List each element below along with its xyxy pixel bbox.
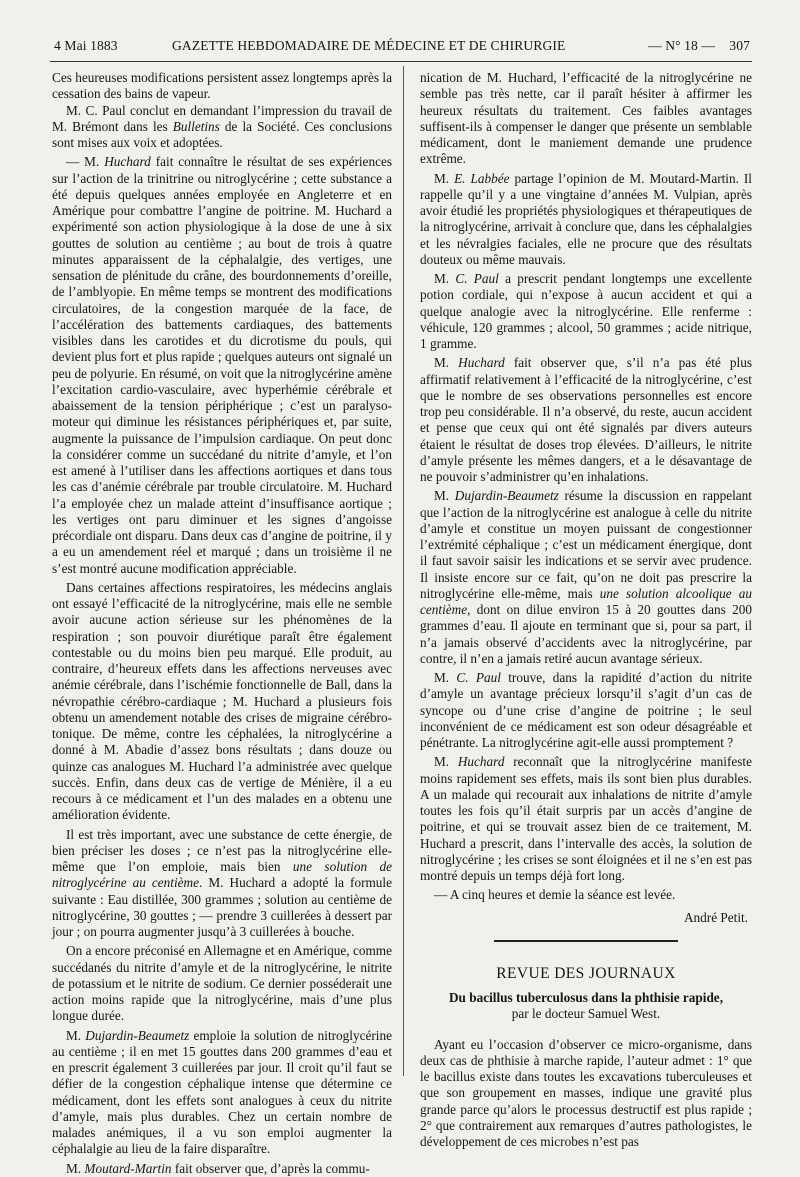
- header-rule: [50, 61, 752, 62]
- paragraph: M. C. Paul a prescrit pendant longtemps une excellente potion cordiale, qui n’expose à aucun accident et qui a quelque analogie avec la nitroglycérine. Elle renferme : véhicule, 120 grammes ; alcool, 50 grammes ; acide nitrique, 1 gramme.: [420, 271, 752, 351]
- paragraph: — A cinq heures et demie la séance est levée.: [434, 887, 676, 903]
- right-column: [420, 70, 752, 1150]
- speaker-name: Huchard: [458, 355, 505, 371]
- paragraph: M. Dujardin-Beaumetz résume la discussion en rappelant que l’action de la nitroglycérine est analogue à celle du nitrite d’amyle et constitue un moyen puissant de congestionner l’extrémité céphalique ; c’est un médicament énergique, dont il faut savoir saisir les indications et se servir avec prudence. Il insiste encore sur ce fait, qu’on ne doit pas prescrire la nitroglycérine elle-même, mais une solution alcoolique au centième, dont on dilue environ 15 à 20 gouttes dans 200 grammes d’eau. Il ajoute en terminant que si, pour sa part, il n’a jamais observé d’accidents avec la nitroglycérine, par contre, il n’en a jamais retiré aucun avantage sérieux.: [420, 488, 752, 666]
- section-rule: [494, 940, 678, 942]
- paragraph: M. Huchard reconnaît que la nitroglycérine manifeste moins rapidement ses effets, mais ils sont bien plus durables. A un malade qui recourait aux inhalations de nitrite d’amyle toutes les fois qu’il était surpris par un accès d’angine de poitrine, et qui se trouvait assez bien de ce traitement, M. Huchard a prescrit, dans l’intervalle des accès, la solution de nitroglycérine ; les crises se sont éloignées et il ne s’en est pas montré depuis un temps déjà fort long.: [420, 754, 752, 883]
- speaker-name: C. Paul: [455, 271, 499, 286]
- column-divider: [403, 66, 404, 1076]
- article-byline: par le docteur Samuel West.: [511, 1006, 661, 1022]
- paragraph: Ayant eu l’occasion d’observer ce micro-organisme, dans deux cas de phthisie à marche rapide, l’auteur admet : 1° que le bacillus existe dans toutes les excavations tuberculeuses et que son groupement en masses, indique une gravité plus grande parce qu’alors le processus destructif est plus rapide ; 2° que contrairement aux remarques d’autres pathologistes, le développement de ces microbes n’est pas: [420, 1036, 752, 1149]
- paragraph: M. C. Paul conclut en demandant l’impression du travail de M. Brémont dans les Bulletins de la Société. Ces conclusions sont mises aux voix et adoptées.: [52, 102, 392, 150]
- section-title: REVUE DES JOURNAUX: [496, 964, 676, 982]
- speaker-name: Dujardin-Beaumetz: [454, 488, 559, 504]
- page-number: 307: [729, 38, 750, 53]
- paragraph: M. Dujardin-Beaumetz emploie la solution de nitroglycérine au centième ; il en met 15 gouttes dans 200 grammes d’eau et en prescrit également 3 cuillerées par jour. Il croit qu’il faut se défier de la congestion céphalique intense que détermine ce médicament, dont les effets sont analogues à ceux du nitrite d’amyle, mais plus durables. Chez un certain nombre de malades anémiques, il a vu son emploi augmenter la céphalalgie au lieu de la faire disparaître.: [52, 1027, 392, 1157]
- paragraph: M. Huchard fait observer que, s’il n’a pas été plus affirmatif relativement à l’efficacité de la nitroglycérine, c’est que le nombre de ses observations personnelles est encore trop peu considérable. Il n’a observé, du reste, aucun accident et pense que ceux qui ont été signalés par divers auteurs étaient le résultat de doses trop élevées. D’ailleurs, le nitrite d’amyle présente les mêmes dangers, et a le désavantage de ne pouvoir s’administrer qu’en inhalations.: [420, 355, 752, 484]
- paragraph: Ces heureuses modifications persistent assez longtemps après la cessation des bains de vapeur.: [52, 70, 392, 102]
- paragraph: M. Moutard-Martin fait observer que, d’après la commu-: [66, 1160, 370, 1176]
- speaker-name: Moutard-Martin: [84, 1160, 172, 1176]
- paragraph: M. C. Paul trouve, dans la rapidité d’action du nitrite d’amyle un avantage précieux lorsqu’il s’agit d’un cas de syncope ou d’une crise d’angine de poitrine ; le seul inconvénient de ce médicament est son odeur désagréable et pénétrante. La nitroglycérine agit-elle aussi promptement ?: [420, 670, 752, 750]
- speaker-name: Dujardin-Beaumetz: [85, 1027, 190, 1043]
- emphasis: une solution de nitroglycérine au centième: [52, 859, 392, 891]
- paragraph: Dans certaines affections respiratoires, les médecins anglais ont essayé l’efficacité de la nitroglycérine, mais elle ne semble avoir aucune action sérieuse sur les phénomènes de la respiration ; son pouvoir diurétique paraît être également contestable ou du moins bien peu marqué. Elle produit, au contraire, d’heureux effets dans les affections nerveuses avec anémie cérébrale, dans l’ischémie fonctionnelle de Ball, dans la névropathie cérébro-cardiaque ; M. Huchard a plusieurs fois obtenu un amendement notable des crises de migraine cérébro-tonique. De même, contre les céphalées, la nitroglycérine a donné à M. Abadie d’assez bons résultats ; dans douze ou quinze cas analogues M. Huchard l’a administrée avec quelque succès. Enfin, dans deux cas de vertige de Ménière, il a eu recours à ce médicament et l’un des malades en a obtenu une amélioration évidente.: [52, 579, 392, 823]
- left-column: [52, 70, 392, 1177]
- author-signature: André Petit.: [683, 909, 748, 925]
- journal-title: GAZETTE HEBDOMADAIRE DE MÉDECINE ET DE CHIRURGIE: [172, 38, 566, 53]
- paragraph: On a encore préconisé en Allemagne et en Amérique, comme succédanés du nitrite d’amyle et de la nitroglycérine, le nitrite de potassium et le nitrite de sodium. Ce dernier posséderait une action moins rapide que la nitroglycérine, mais d’une plus longue durée.: [52, 943, 392, 1024]
- paragraph: Il est très important, avec une substance de cette énergie, de bien préciser les doses ; ce n’est pas la nitroglycérine elle-même que l’on emploie, mais bien une solution de nitroglycérine au centième. M. Huchard a adopté la formule suivante : Eau distillée, 300 grammes ; solution au centième de nitroglycérine, 30 gouttes ; — prendre 3 cuillerées à dessert par jour ; on pourra augmenter jusqu’à 3 cuillerées à bouche.: [52, 826, 392, 939]
- speaker-name: E. Labbée: [454, 170, 510, 186]
- running-head: [54, 38, 750, 60]
- emphasis: une solution alcoolique au centième: [420, 585, 752, 617]
- paragraph: — M. Huchard fait connaître le résultat de ses expériences sur l’action de la trinitrine ou nitroglycérine ; cette substance a été depuis quelques années employée en Angleterre et en Amérique pour combattre l’angine de poitrine. M. Huchard a expérimenté son action physiologique à la dose de une à six gouttes de solution au centième ; au bout de trois à quatre minutes apparaissent de la céphalalgie, des vertiges, une sensation de plénitude du crâne, des bourdonnements d’oreille, de l’amblyopie. En même temps se montrent des modifications circulatoires, de la congestion marquée de la face, de l’accélération des battements cardiaques, des battements visibles dans les carotides et du dicrotisme du pouls, qui devient plus fort et plus rapide ; quelques auteurs ont signalé un peu de polyurie. En résumé, on voit que la nitroglycérine amène l’excitation cardio-vasculaire, avec hyperhémie cérébrale et abaissement de la tension périphérique ; c’est un paralyso-moteur qui diminue les résistances périphériques et, par suite, augmente la puissance de l’impulsion cardiaque. On peut donc la considérer comme un succédané du nitrite d’amyle, et l’on est amené à l’utiliser dans les affections aortiques et dans tous les cas d’anémie cérébrale par trouble circulatoire. M. Huchard l’a employée chez un malade atteint d’insuffisance aortique ; les vertiges ont paru diminuer et les signes d’angoisse précordiale ont disparu. Dans deux cas d’angine de poitrine, il y a eu un amendement réel et marqué ; dans un troisième il ne s’est montré aucune modification appréciable.: [52, 154, 392, 576]
- issue-number: — N° 18 —: [648, 38, 716, 53]
- speaker-name: Huchard: [104, 154, 151, 170]
- speaker-name: Huchard: [457, 754, 505, 770]
- paragraph: nication de M. Huchard, l’efficacité de la nitroglycérine ne semble pas très nette, car il paraît hésiter à affirmer les heureux résultats du traitement. Ces faibles avantages suffisent-ils à compenser le danger que présente un semblable médicament, dont le maniement demande une prudence extrême.: [420, 70, 752, 167]
- emphasis: Bulletins: [172, 118, 220, 134]
- paragraph: M. E. Labbée partage l’opinion de M. Moutard-Martin. Il rappelle qu’il y a une vingtaine d’années M. Vulpian, après avoir étudié les propriétés physiologiques et thérapeutiques de la nitroglycérine, arrivait à conclure que, dans les céphalalgies et les névralgies faciales, elle ne procure que des résultats douteux ou même mauvais.: [420, 170, 752, 267]
- article-title: Du bacillus tuberculosus dans la phthisie rapide,: [448, 990, 724, 1005]
- speaker-name: C. Paul: [456, 670, 501, 685]
- issue-date: 4 Mai 1883: [54, 38, 118, 53]
